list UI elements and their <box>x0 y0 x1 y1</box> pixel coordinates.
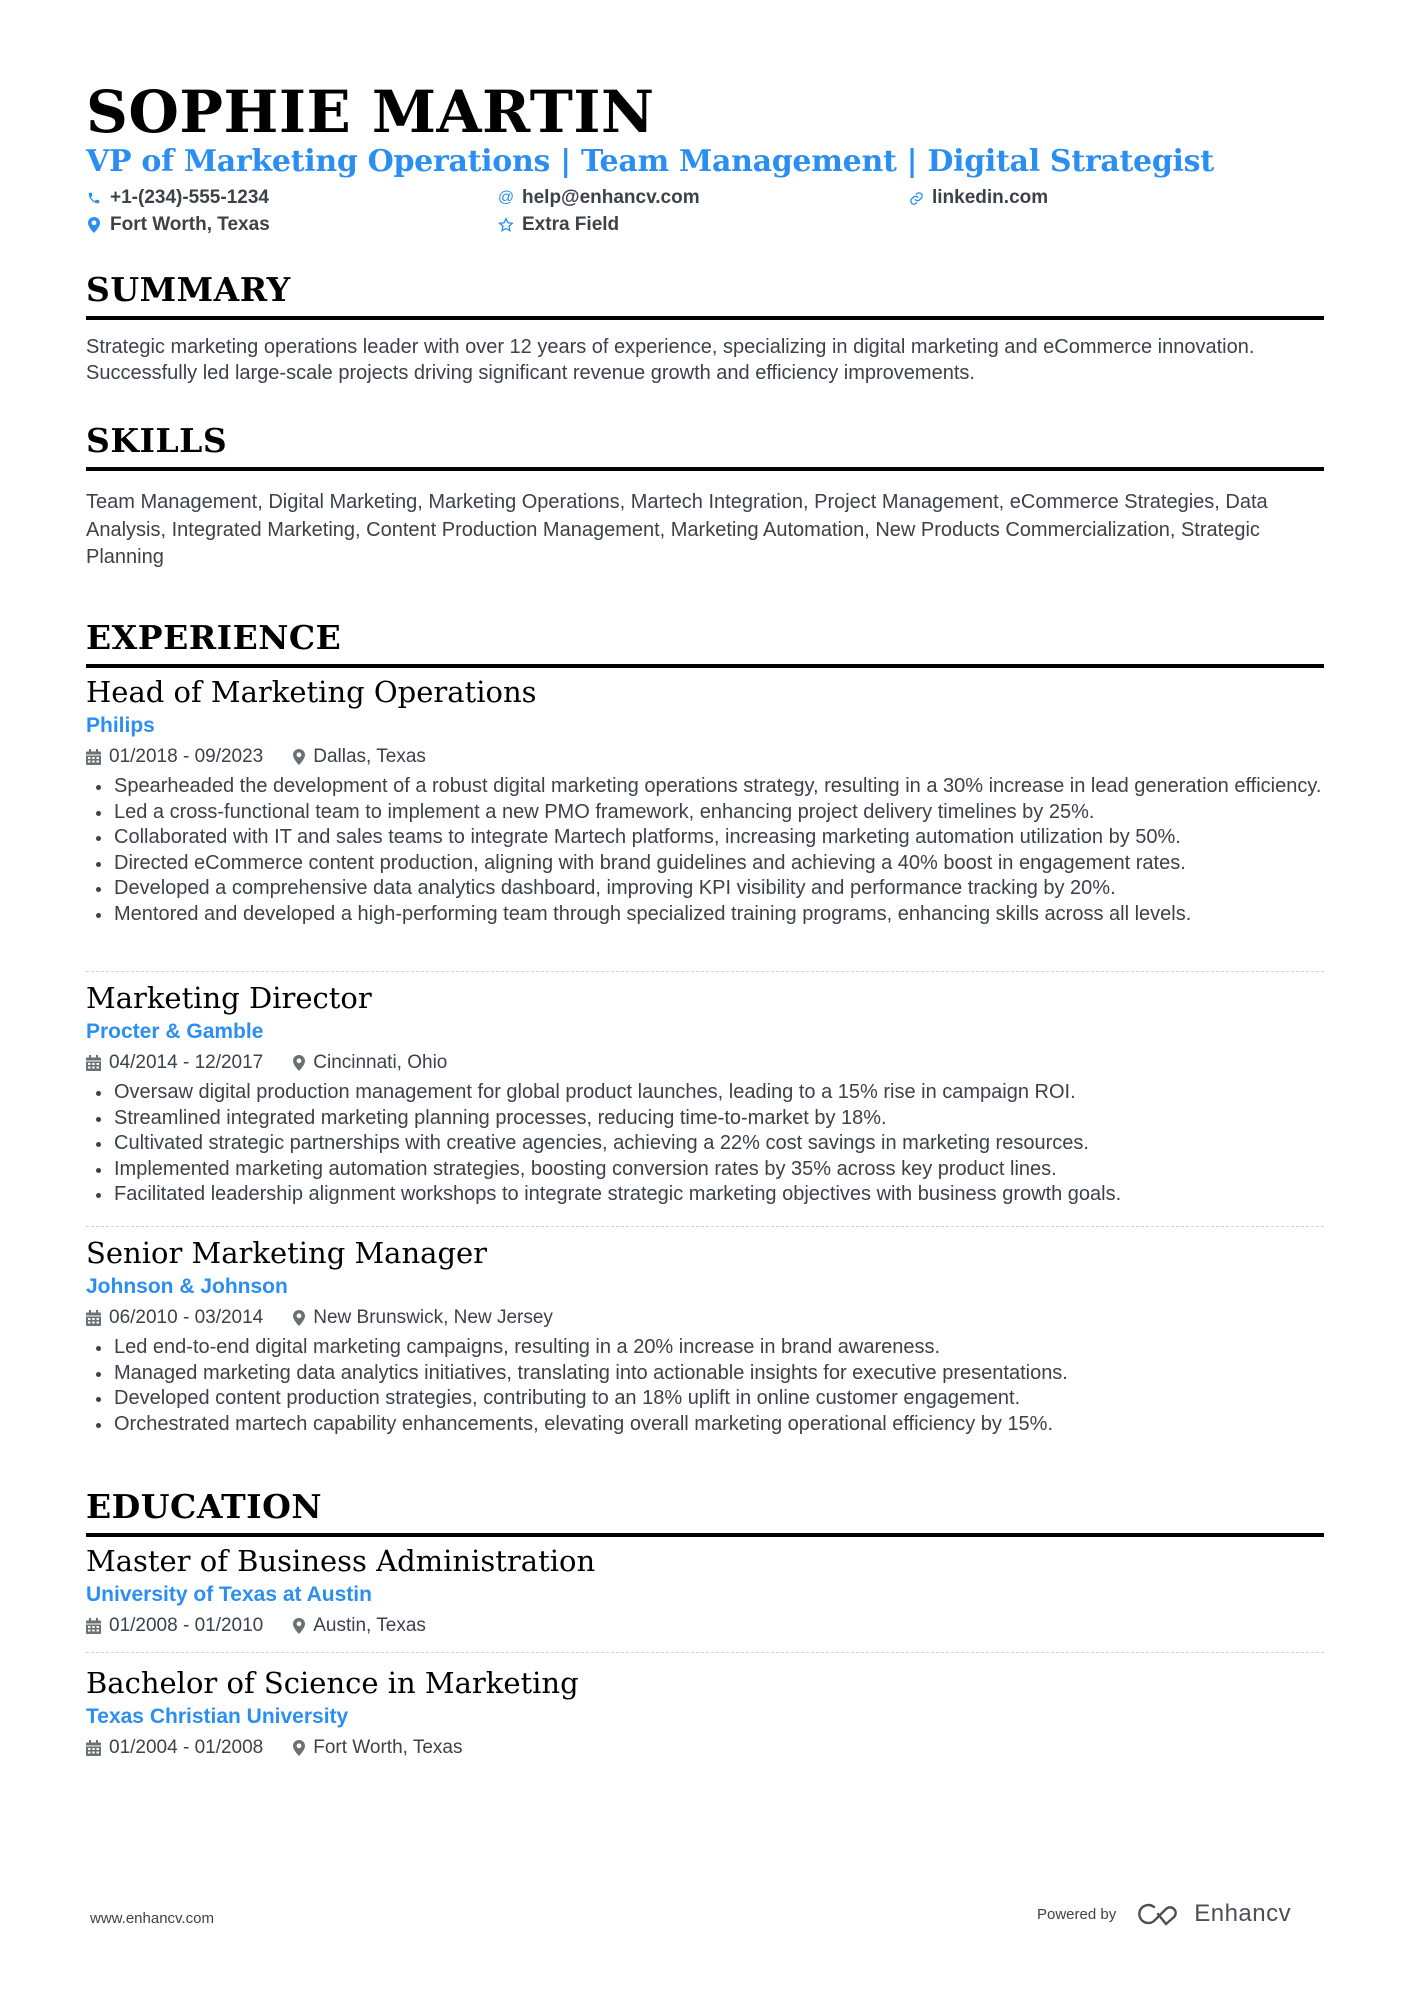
achievement-item: Cultivated strategic partnerships with creative agencies, achieving a 22% cost savings in marketing resources. <box>86 1131 1324 1157</box>
section-title-skills: SKILLS <box>86 421 228 460</box>
achievement-item: Developed content production strategies, contributing to an 18% uplift in online customer engagement. <box>86 1386 1324 1412</box>
degree-title: Bachelor of Science in Marketing <box>86 1666 579 1700</box>
achievement-item: Mentored and developed a high-performing team through specialized training programs, enhancing skills across all levels. <box>86 902 1324 928</box>
experience-entry <box>86 980 1324 1208</box>
education-entry <box>86 1543 1324 1639</box>
achievement-item: Collaborated with IT and sales teams to integrate Martech platforms, increasing marketing automation utilization by 50%. <box>86 825 1324 851</box>
section-divider <box>86 467 1324 471</box>
education-entry <box>86 1665 1324 1761</box>
phone-icon <box>86 189 102 207</box>
entry-divider <box>86 1652 1324 1653</box>
contact-linkedin[interactable] <box>908 186 1048 210</box>
entry-divider <box>86 971 1324 972</box>
skills-text: Team Management, Digital Marketing, Marketing Operations, Martech Integration, Project Management, eCommerce Strategies, Data Analysis, Integrated Marketing, Content Production Management, Marketing Automation, New Products Commercialization, Strategic Planning <box>86 491 1268 568</box>
achievement-item: Facilitated leadership alignment workshops to integrate strategic marketing objectives with business growth goals. <box>86 1182 1324 1208</box>
contact-location-label: Fort Worth, Texas <box>110 214 270 235</box>
job-location: Dallas, Texas <box>313 746 426 767</box>
entry-meta <box>86 1613 1324 1639</box>
calendar-icon <box>86 749 101 765</box>
summary-text: Strategic marketing operations leader with over 12 years of experience, specializing in digital marketing and eCommerce innovation. Successfully led large-scale projects driving significant revenue growth and efficiency improvements. <box>86 336 1255 384</box>
contact-email-label: help@enhancv.com <box>522 187 700 208</box>
achievement-item: Spearheaded the development of a robust digital marketing operations strategy, resulting in a 30% increase in lead generation efficiency. <box>86 774 1324 800</box>
achievement-item: Orchestrated martech capability enhancements, elevating overall marketing operational efficiency by 15%. <box>86 1412 1324 1438</box>
date-range: 01/2008 - 01/2010 <box>109 1615 264 1636</box>
entry-divider <box>86 1226 1324 1227</box>
contact-extra-field <box>498 213 619 237</box>
calendar-icon <box>86 1618 101 1634</box>
date-range: 01/2004 - 01/2008 <box>109 1737 264 1758</box>
location-icon <box>293 1055 305 1071</box>
school-name[interactable]: University of Texas at Austin <box>86 1583 372 1606</box>
calendar-icon <box>86 1310 101 1326</box>
entry-meta <box>86 1305 1324 1331</box>
footer-branding <box>1037 1900 1291 1928</box>
enhancv-logo-icon <box>1136 1901 1184 1927</box>
section-title-education: EDUCATION <box>86 1487 323 1526</box>
candidate-headline: VP of Marketing Operations | Team Management | Digital Strategist <box>86 144 1214 179</box>
location-icon <box>86 216 102 234</box>
job-title: Head of Marketing Operations <box>86 675 537 709</box>
skills-section <box>86 421 1324 572</box>
achievement-item: Implemented marketing automation strategies, boosting conversion rates by 35% across key product lines. <box>86 1157 1324 1183</box>
experience-section <box>86 618 1324 668</box>
contact-phone[interactable] <box>86 186 269 210</box>
contact-linkedin-label: linkedin.com <box>932 187 1049 208</box>
date-range: 04/2014 - 12/2017 <box>109 1052 264 1073</box>
company-name[interactable]: Procter & Gamble <box>86 1020 264 1043</box>
contact-location <box>86 213 270 237</box>
date-range: 01/2018 - 09/2023 <box>109 746 264 767</box>
company-name[interactable]: Johnson & Johnson <box>86 1275 288 1298</box>
location-icon <box>293 749 305 765</box>
section-divider <box>86 316 1324 320</box>
link-icon <box>908 189 924 207</box>
candidate-name: SOPHIE MARTIN <box>86 78 655 146</box>
degree-title: Master of Business Administration <box>86 1544 596 1578</box>
job-title: Senior Marketing Manager <box>86 1236 488 1270</box>
location-icon <box>293 1740 305 1756</box>
powered-by-label: Powered by <box>1037 1905 1117 1923</box>
star-icon <box>498 216 514 234</box>
job-title: Marketing Director <box>86 981 372 1015</box>
achievement-item: Led end-to-end digital marketing campaigns, resulting in a 20% increase in brand awareness. <box>86 1335 1324 1361</box>
company-name[interactable]: Philips <box>86 714 155 737</box>
summary-section <box>86 270 1324 386</box>
achievement-list <box>86 774 1324 928</box>
section-title-experience: EXPERIENCE <box>86 618 342 657</box>
achievement-item: Managed marketing data analytics initiatives, translating into actionable insights for executive presentations. <box>86 1361 1324 1387</box>
location-icon <box>293 1618 305 1634</box>
section-title-summary: SUMMARY <box>86 270 291 309</box>
enhancv-logo[interactable] <box>1136 1900 1291 1928</box>
contact-email[interactable] <box>498 186 700 210</box>
achievement-item: Led a cross-functional team to implement a new PMO framework, enhancing project delivery timelines by 25%. <box>86 800 1324 826</box>
achievement-list <box>86 1080 1324 1208</box>
contact-phone-label: +1-(234)-555-1234 <box>110 187 269 208</box>
achievement-item: Oversaw digital production management for global product launches, leading to a 15% rise in campaign ROI. <box>86 1080 1324 1106</box>
section-divider <box>86 1533 1324 1537</box>
experience-entry <box>86 674 1324 928</box>
location-icon <box>293 1310 305 1326</box>
section-divider <box>86 664 1324 668</box>
achievement-item: Directed eCommerce content production, aligning with brand guidelines and achieving a 40% boost in engagement rates. <box>86 851 1324 877</box>
school-name[interactable]: Texas Christian University <box>86 1705 349 1728</box>
at-icon: @ <box>497 189 515 206</box>
achievement-item: Streamlined integrated marketing planning processes, reducing time-to-market by 18%. <box>86 1106 1324 1132</box>
entry-meta <box>86 744 1324 770</box>
school-location: Austin, Texas <box>313 1615 426 1636</box>
achievement-list <box>86 1335 1324 1437</box>
calendar-icon <box>86 1055 101 1071</box>
contact-extra-label: Extra Field <box>522 214 620 235</box>
entry-meta <box>86 1735 1324 1761</box>
footer-website-link[interactable]: www.enhancv.com <box>90 1910 214 1927</box>
school-location: Fort Worth, Texas <box>313 1737 463 1758</box>
calendar-icon <box>86 1740 101 1756</box>
entry-meta <box>86 1050 1324 1076</box>
date-range: 06/2010 - 03/2014 <box>109 1307 264 1328</box>
job-location: Cincinnati, Ohio <box>313 1052 448 1073</box>
experience-entry <box>86 1235 1324 1437</box>
achievement-item: Developed a comprehensive data analytics dashboard, improving KPI visibility and performance tracking by 20%. <box>86 876 1324 902</box>
brand-name: Enhancv <box>1194 1900 1292 1927</box>
education-section <box>86 1487 1324 1537</box>
job-location: New Brunswick, New Jersey <box>313 1307 553 1328</box>
